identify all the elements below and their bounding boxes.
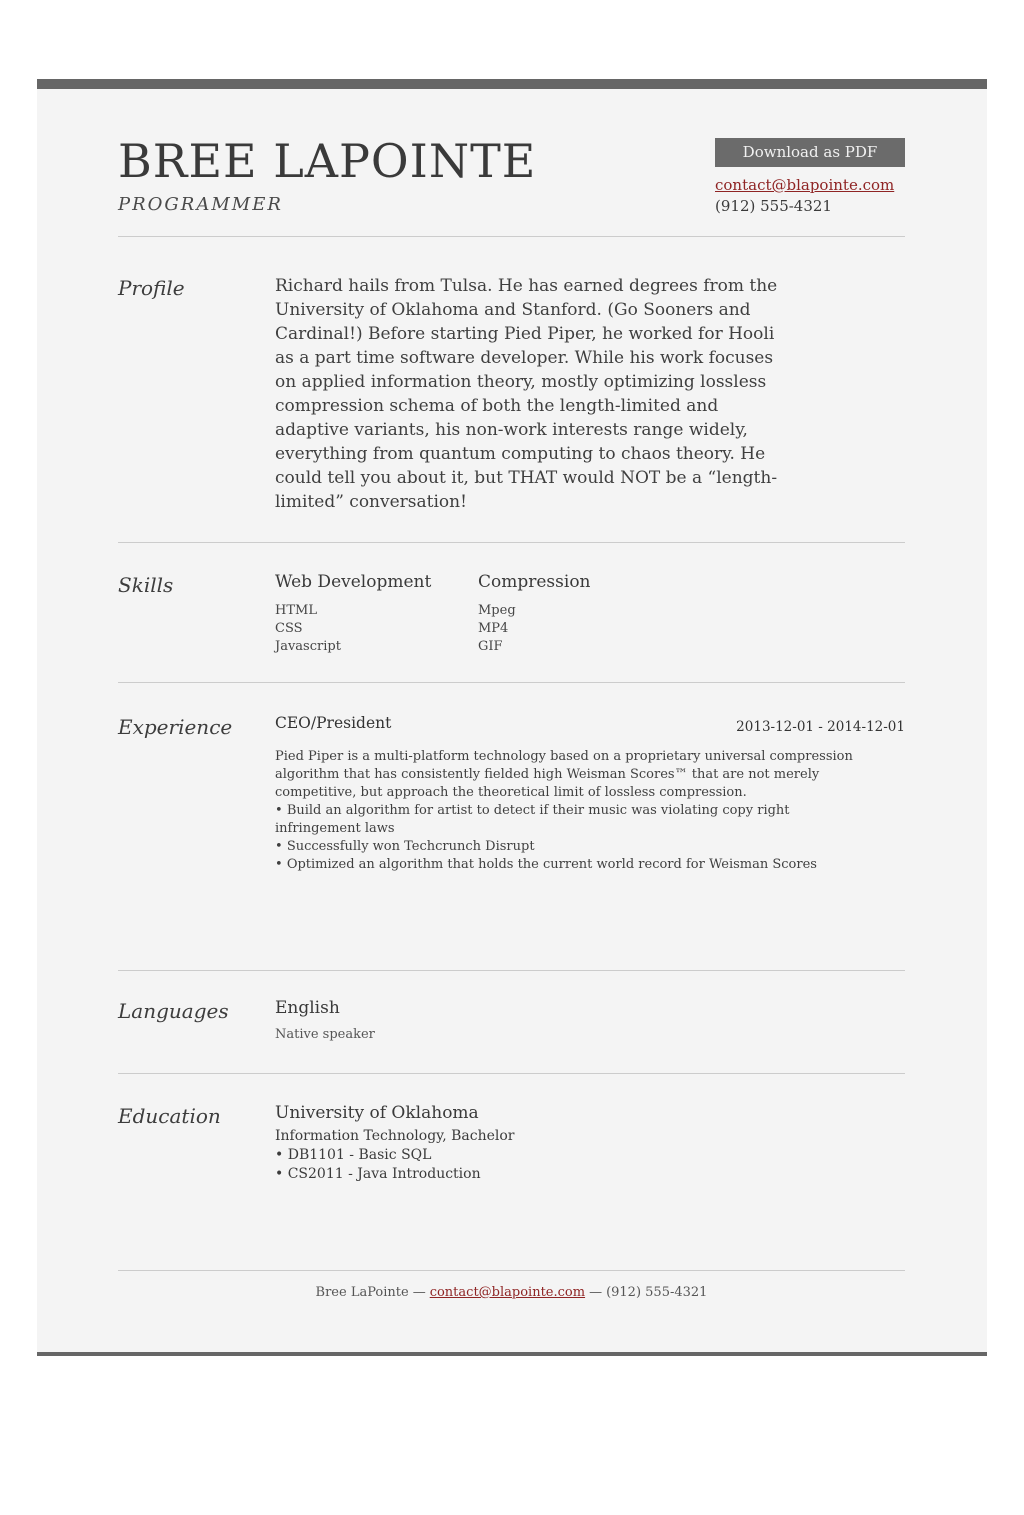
experience-bullet: • Successfully won Techcrunch Disrupt (275, 838, 871, 856)
skill-item: Mpeg (478, 603, 516, 618)
education-label: Education (118, 1104, 221, 1128)
education-course-list (275, 1146, 905, 1184)
skill-list (275, 602, 478, 656)
section-profile (118, 237, 905, 542)
experience-bullet: • Optimized an algorithm that holds the current world record for Weisman Scores (275, 856, 871, 874)
phone-number: (912) 555-4321 (715, 197, 832, 215)
profile-text: Richard hails from Tulsa. He has earned degrees from the University of Oklahoma and Stanford. (Go Sooners and Cardinal!) Before starting Pied Piper, he worked for Hooli as a part time software developer. While his work focuses on applied information theory, mostly optimizing lossless compression schema of both the length-limited and adaptive variants, his non-work interests range widely, everything from quantum computing to chaos theory. He could tell you about it, but THAT would NOT be a “length-limited” conversation! (275, 276, 778, 512)
experience-entry-header (275, 715, 905, 735)
footer-name: Bree LaPointe (315, 1285, 409, 1300)
footer-phone: (912) 555-4321 (606, 1285, 708, 1300)
language-level: Native speaker (275, 1027, 375, 1042)
language-name: English (275, 998, 340, 1018)
person-job-title: PROGRAMMER (118, 194, 283, 215)
contact-block (715, 138, 905, 215)
skill-group-web-development (275, 573, 478, 656)
section-languages (118, 971, 905, 1073)
skill-item: HTML (275, 603, 317, 618)
footer-separator: — (412, 1285, 426, 1300)
footer-separator: — (589, 1285, 603, 1300)
skill-item: GIF (478, 639, 503, 654)
section-education (118, 1074, 905, 1270)
education-school: University of Oklahoma (275, 1103, 479, 1123)
skill-group-name: Web Development (275, 572, 432, 592)
skill-item: MP4 (478, 621, 509, 636)
education-course: • DB1101 - Basic SQL (275, 1146, 905, 1165)
person-name: BREE LAPOINTE (118, 134, 537, 188)
languages-label: Languages (118, 999, 229, 1023)
experience-role: CEO/President (275, 714, 392, 732)
header-identity (118, 134, 537, 215)
experience-description: Pied Piper is a multi-platform technology based on a proprietary universal compression algorithm that has consistently fielded high Weisman Scores™ that are not merely competitive, but approach the theoretical limit of lossless compression. (275, 749, 853, 800)
experience-bullet: • Build an algorithm for artist to detect if their music was violating copy right infringement laws (275, 802, 871, 838)
header (118, 89, 905, 236)
section-experience (118, 683, 905, 970)
email-link[interactable]: contact@blapointe.com (715, 176, 895, 194)
education-degree: Information Technology, Bachelor (275, 1128, 515, 1144)
download-pdf-button[interactable]: Download as PDF (715, 138, 905, 167)
footer-email-link[interactable]: contact@blapointe.com (429, 1285, 586, 1300)
experience-label: Experience (118, 715, 233, 739)
education-course: • CS2011 - Java Introduction (275, 1165, 905, 1184)
skill-item: CSS (275, 621, 303, 636)
skill-list (478, 602, 681, 656)
skill-group-compression (478, 573, 681, 656)
experience-dates: 2013-12-01 - 2014-12-01 (736, 719, 905, 735)
skill-group-name: Compression (478, 572, 591, 592)
footer (118, 1271, 905, 1300)
profile-label: Profile (118, 276, 185, 300)
skill-item: Javascript (275, 639, 341, 654)
skills-label: Skills (118, 573, 174, 597)
section-skills (118, 543, 905, 682)
experience-bullet-list (275, 802, 871, 874)
resume-sheet (37, 79, 987, 1356)
